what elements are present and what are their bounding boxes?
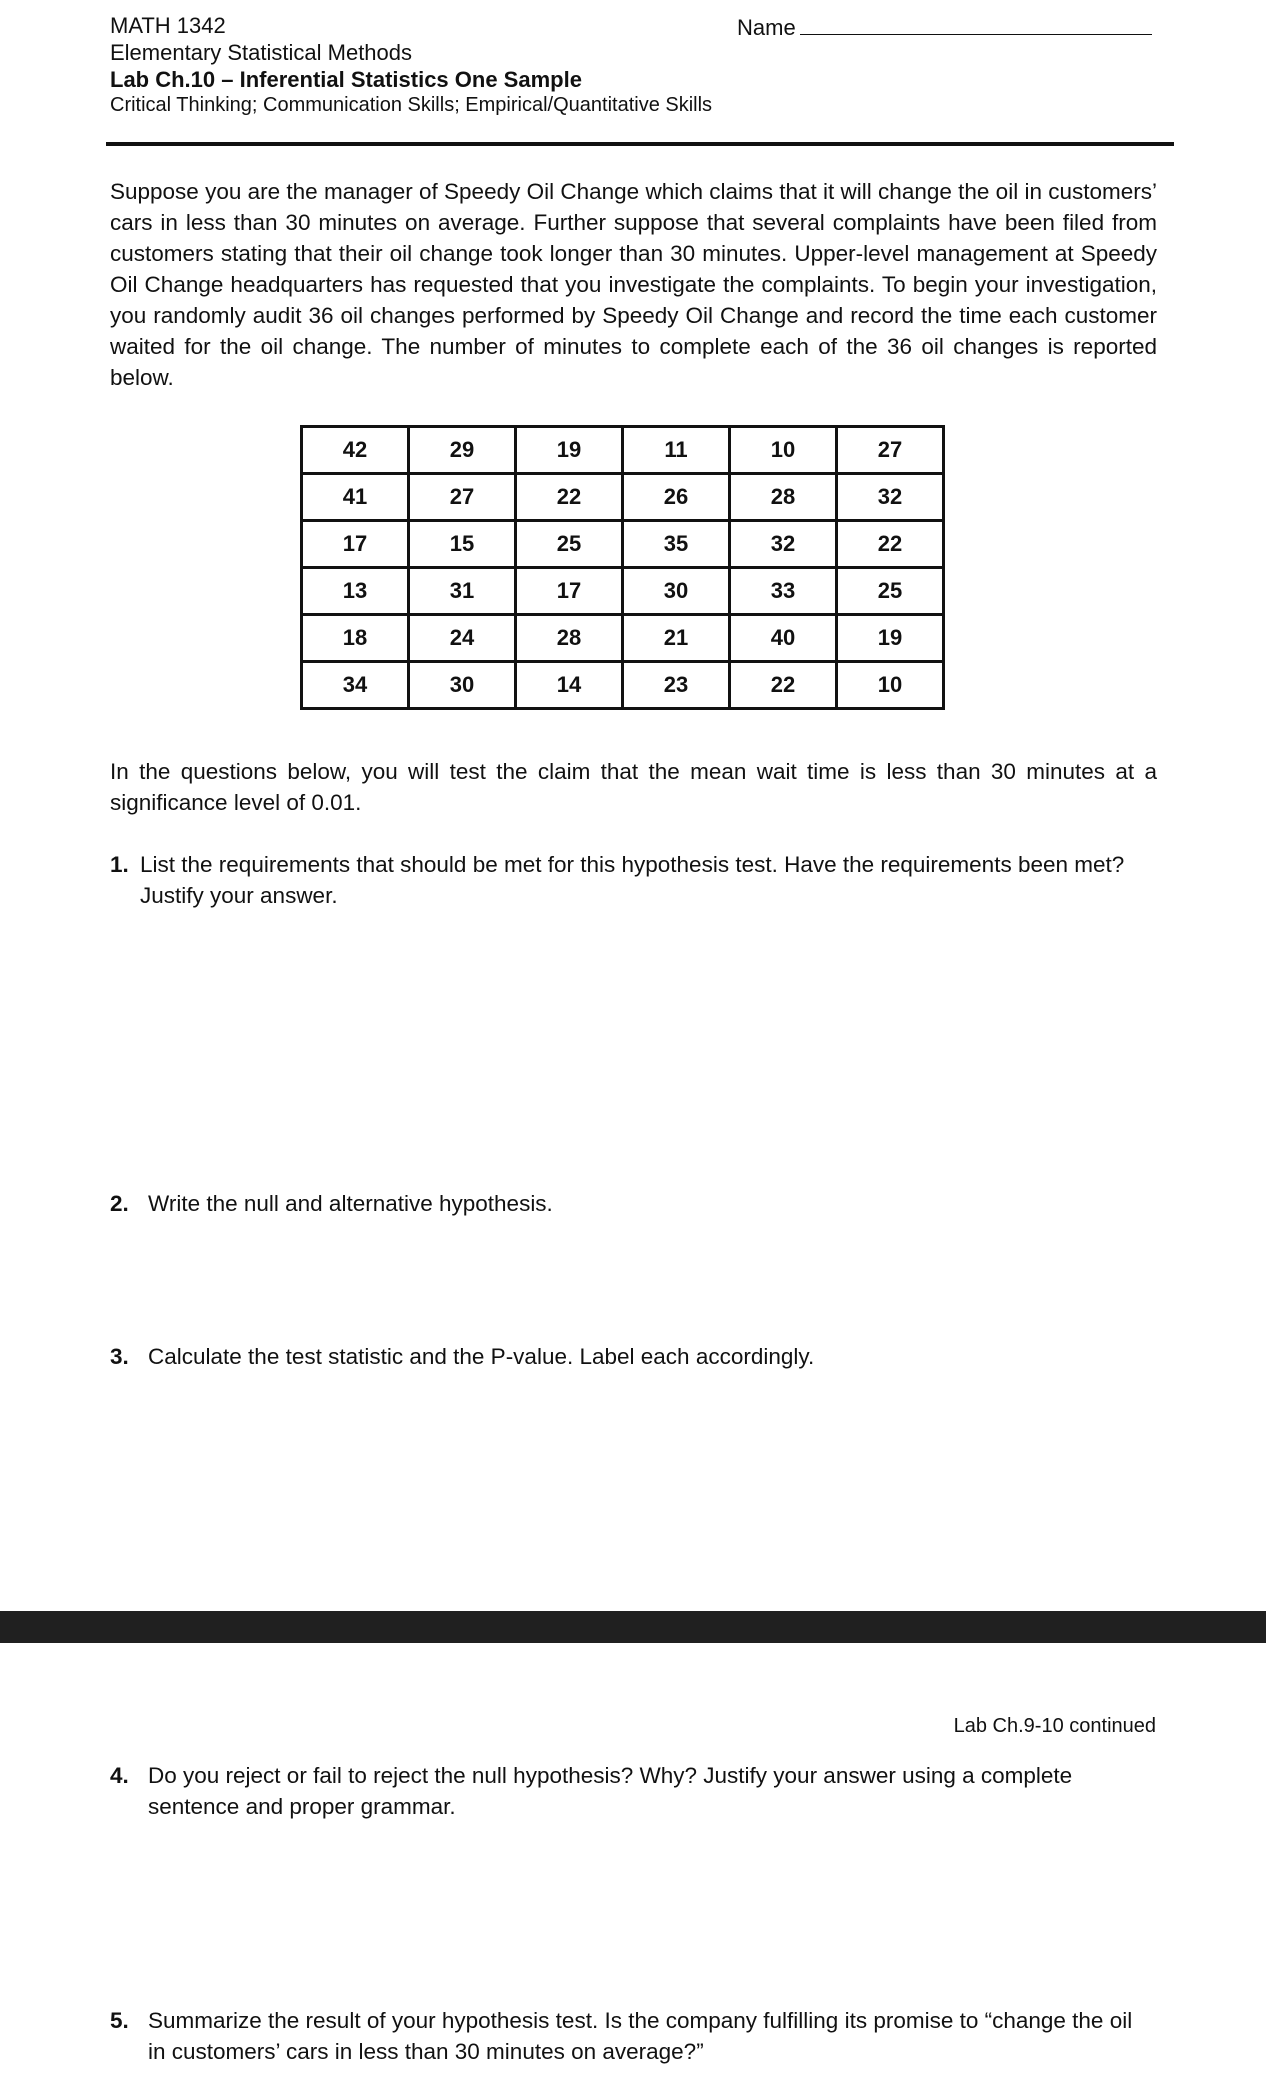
name-field	[737, 12, 1152, 41]
table-cell: 14	[516, 662, 623, 709]
table-row	[302, 662, 944, 709]
table-cell: 19	[837, 615, 944, 662]
course-code: MATH 1342	[110, 13, 226, 38]
table-cell: 25	[516, 521, 623, 568]
question-4	[110, 1760, 1120, 1830]
table-cell: 22	[837, 521, 944, 568]
table-cell: 31	[409, 568, 516, 615]
table-cell: 11	[623, 427, 730, 474]
table-cell: 32	[837, 474, 944, 521]
table-cell: 13	[302, 568, 409, 615]
table-cell: 19	[516, 427, 623, 474]
course-title: Elementary Statistical Methods	[110, 40, 413, 65]
question-number: 5.	[110, 2008, 129, 2033]
name-blank-line	[800, 12, 1152, 35]
table-cell: 17	[302, 521, 409, 568]
question-5-text: Summarize the result of your hypothesis test. Is the company fulfilling its promise to “change the oil in customers’ cars in less than 30 minutes on average?”	[148, 2008, 1133, 2064]
question-4-text: Do you reject or fail to reject the null hypothesis? Why? Justify your answer using a complete sentence and proper grammar.	[148, 1763, 1073, 1819]
question-number: 1.	[110, 852, 129, 877]
table-cell: 10	[730, 427, 837, 474]
table-row	[302, 427, 944, 474]
table-cell: 30	[623, 568, 730, 615]
question-number: 3.	[110, 1344, 129, 1369]
table-cell: 41	[302, 474, 409, 521]
page2-header: Lab Ch.9-10 continued	[953, 1715, 1156, 1737]
table-cell: 23	[623, 662, 730, 709]
table-cell: 40	[730, 615, 837, 662]
table-row	[302, 474, 944, 521]
table-cell: 28	[730, 474, 837, 521]
question-2-text: Write the null and alternative hypothesis.	[148, 1191, 553, 1216]
table-cell: 22	[730, 662, 837, 709]
question-1-text: List the requirements that should be met for this hypothesis test. Have the requirements been met? Justify your answer.	[140, 852, 1125, 908]
name-label: Name	[737, 15, 796, 40]
table-cell: 17	[516, 568, 623, 615]
table-cell: 21	[623, 615, 730, 662]
table-cell: 33	[730, 568, 837, 615]
question-1	[110, 849, 1160, 919]
table-cell: 29	[409, 427, 516, 474]
table-cell: 25	[837, 568, 944, 615]
intro-paragraph: Suppose you are the manager of Speedy Oil Change which claims that it will change the oil in customers’ cars in less than 30 minutes on average. Further suppose that several complaints have been filed from customers stating that their oil change took longer than 30 minutes. Upper-level management at Speedy Oil Change headquarters has requested that you investigate the complaints. To begin your investigation, you randomly audit 36 oil changes performed by Speedy Oil Change and record the time each customer waited for the oil change. The number of minutes to complete each of the 36 oil changes is reported below.	[110, 179, 1157, 390]
lab-title: Lab Ch.10 – Inferential Statistics One Sample	[110, 67, 582, 92]
skills-line: Critical Thinking; Communication Skills; Empirical/Quantitative Skills	[110, 94, 713, 116]
question-2	[110, 1188, 1160, 1223]
table-cell: 34	[302, 662, 409, 709]
table-cell: 32	[730, 521, 837, 568]
claim-paragraph: In the questions below, you will test the claim that the mean wait time is less than 30 minutes at a significance level of 0.01.	[110, 759, 1157, 815]
page-separator	[0, 1611, 1266, 1643]
question-text	[140, 849, 1160, 911]
table-cell: 22	[516, 474, 623, 521]
header-divider	[106, 142, 1174, 146]
table-cell: 24	[409, 615, 516, 662]
table-cell: 27	[409, 474, 516, 521]
table-row	[302, 521, 944, 568]
table-cell: 30	[409, 662, 516, 709]
table-row	[302, 568, 944, 615]
question-3	[110, 1341, 1160, 1376]
question-5	[110, 2005, 1140, 2075]
question-number: 4.	[110, 1763, 129, 1788]
table-cell: 18	[302, 615, 409, 662]
table-row	[302, 615, 944, 662]
table-cell: 35	[623, 521, 730, 568]
table-cell: 27	[837, 427, 944, 474]
table-cell: 10	[837, 662, 944, 709]
table-cell: 15	[409, 521, 516, 568]
question-3-text: Calculate the test statistic and the P-value. Label each accordingly.	[148, 1344, 815, 1369]
oil-change-times-table	[300, 425, 945, 710]
table-cell: 28	[516, 615, 623, 662]
table-cell: 42	[302, 427, 409, 474]
table-cell: 26	[623, 474, 730, 521]
question-number: 2.	[110, 1191, 129, 1216]
